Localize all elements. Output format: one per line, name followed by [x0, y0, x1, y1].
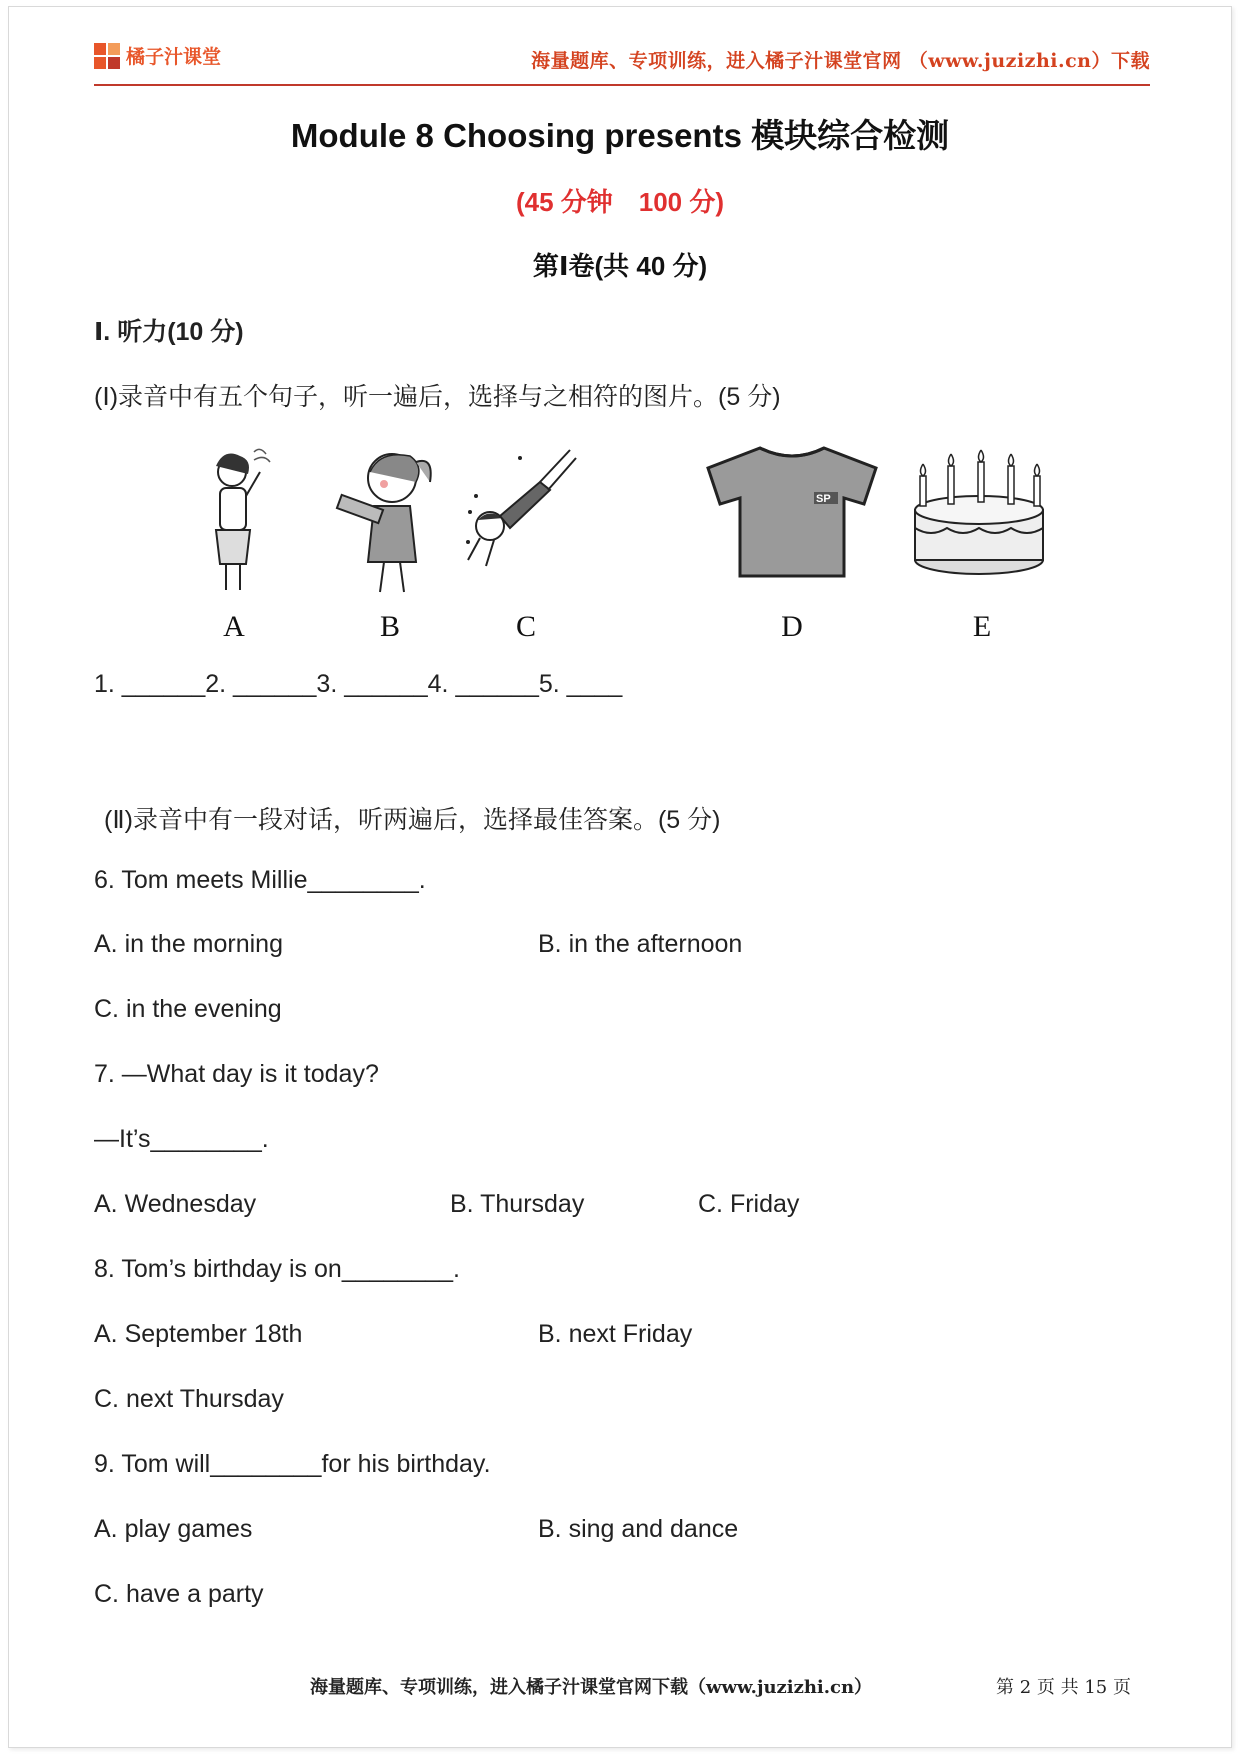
part-title: 第Ⅰ卷(共 40 分) [532, 251, 708, 281]
footer-slogan: 海量题库、专项训练，进入橘子汁课堂官网下载（www.juzizhi.cn） [310, 1677, 873, 1698]
option-9c[interactable]: C. have a party [94, 1580, 264, 1608]
question-9-options [94, 1515, 994, 1544]
page-number: 第 2 页 共 15 页 [996, 1677, 1131, 1698]
question-8-options [94, 1320, 994, 1349]
girl-reading-picture [330, 442, 450, 602]
header-slogan: 海量题库、专项训练，进入橘子汁课堂官网 （www.juzizhi.cn）下载 [531, 50, 1150, 72]
option-6a[interactable]: A. in the morning [94, 930, 283, 958]
option-6b[interactable]: B. in the afternoon [538, 930, 743, 958]
question-6: 6. Tom meets Millie________. [94, 866, 426, 894]
logo-grid-icon [94, 43, 120, 69]
tshirt-picture [704, 442, 880, 582]
question-7: 7. —What day is it today? [94, 1060, 379, 1088]
page-title: Module 8 Choosing presents 模块综合检测 [290, 117, 950, 154]
picture-label-b: B [379, 610, 400, 643]
option-6c[interactable]: C. in the evening [94, 995, 282, 1023]
question-7-options [94, 1190, 994, 1219]
picture-label-d: D [781, 610, 803, 643]
option-7c[interactable]: C. Friday [698, 1190, 800, 1218]
boy-diving-picture [460, 442, 580, 582]
question-6-options [94, 930, 994, 959]
question-8: 8. Tom’s birthday is on________. [94, 1255, 460, 1283]
picture-label-c: C [515, 610, 536, 643]
option-8c[interactable]: C. next Thursday [94, 1385, 284, 1413]
question-7-line2: —It’s________. [94, 1125, 269, 1153]
section-heading-listening: Ⅰ. 听力(10 分) [94, 318, 244, 346]
option-8a[interactable]: A. September 18th [94, 1320, 303, 1348]
page-header [94, 40, 1150, 86]
birthday-cake-picture [904, 442, 1054, 582]
girl-cooking-picture [194, 442, 274, 602]
sub-instruction-2: (Ⅱ)录音中有一段对话，听两遍后，选择最佳答案。(5 分) [104, 806, 721, 834]
answer-blanks-1-5[interactable]: 1. ______2. ______3. ______4. ______5. ____ [94, 670, 623, 698]
option-7a[interactable]: A. Wednesday [94, 1190, 257, 1218]
picture-row [180, 442, 1080, 642]
picture-label-a: A [223, 610, 245, 643]
option-9b[interactable]: B. sing and dance [538, 1515, 739, 1543]
brand-logo [94, 42, 221, 69]
option-9a[interactable]: A. play games [94, 1515, 253, 1543]
tshirt-text: SP [816, 493, 831, 505]
option-8b[interactable]: B. next Friday [538, 1320, 693, 1348]
logo-text: 橘子汁课堂 [126, 46, 222, 68]
question-9: 9. Tom will________for his birthday. [94, 1450, 491, 1478]
option-7b[interactable]: B. Thursday [450, 1190, 585, 1218]
time-score: (45 分钟 100 分) [515, 187, 725, 217]
picture-label-e: E [972, 610, 992, 643]
sub-instruction-1: (Ⅰ)录音中有五个句子，听一遍后，选择与之相符的图片。(5 分) [94, 383, 781, 411]
